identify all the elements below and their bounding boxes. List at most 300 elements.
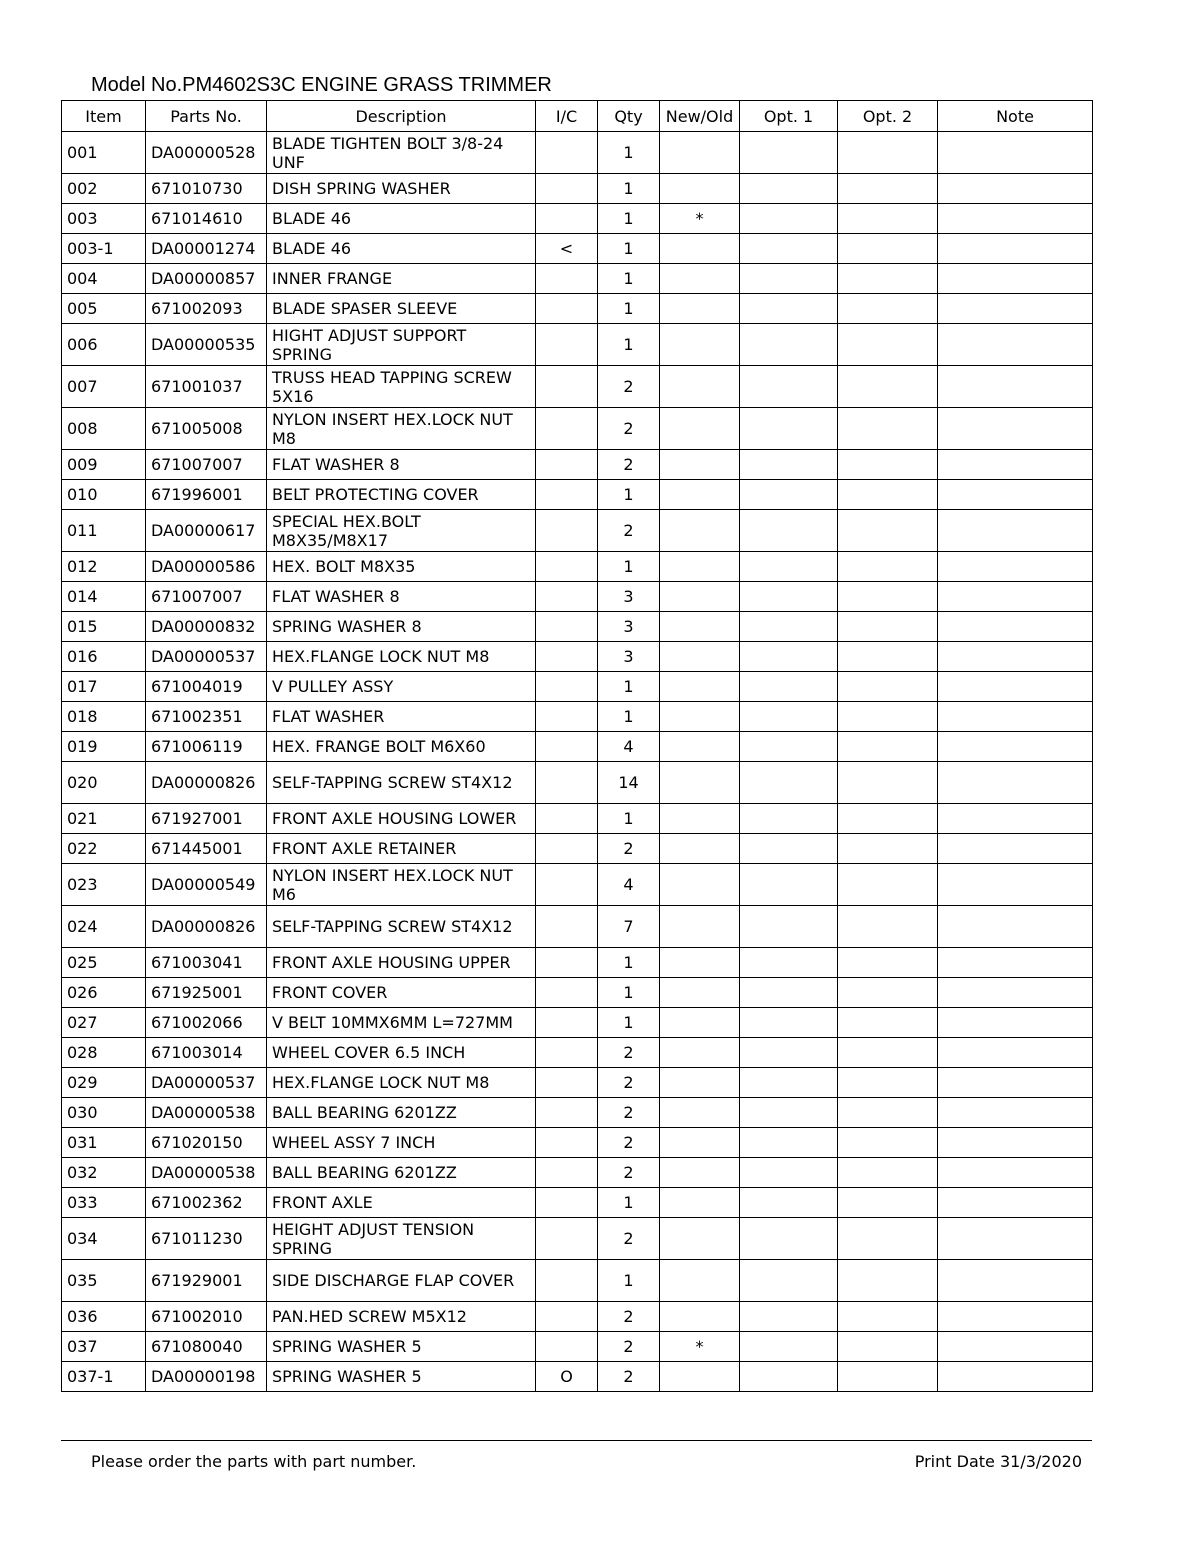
cell-new-old bbox=[660, 642, 740, 672]
cell-opt1 bbox=[740, 906, 838, 948]
cell-new-old bbox=[660, 132, 740, 174]
cell-new-old bbox=[660, 366, 740, 408]
cell-note bbox=[938, 234, 1093, 264]
cell-note bbox=[938, 1332, 1093, 1362]
cell-opt1 bbox=[740, 1188, 838, 1218]
cell-opt1 bbox=[740, 804, 838, 834]
cell-opt2 bbox=[838, 1038, 938, 1068]
cell-opt2 bbox=[838, 612, 938, 642]
cell-item: 007 bbox=[62, 366, 146, 408]
cell-new-old bbox=[660, 450, 740, 480]
cell-opt1 bbox=[740, 1362, 838, 1392]
cell-note bbox=[938, 294, 1093, 324]
cell-qty: 1 bbox=[598, 132, 660, 174]
cell-ic bbox=[536, 642, 598, 672]
cell-new-old bbox=[660, 1260, 740, 1302]
cell-item: 004 bbox=[62, 264, 146, 294]
cell-new-old bbox=[660, 1188, 740, 1218]
cell-ic bbox=[536, 1188, 598, 1218]
cell-opt2 bbox=[838, 510, 938, 552]
cell-ic bbox=[536, 1068, 598, 1098]
cell-item: 030 bbox=[62, 1098, 146, 1128]
cell-opt2 bbox=[838, 1218, 938, 1260]
cell-parts-no: DA00000538 bbox=[146, 1158, 267, 1188]
cell-ic bbox=[536, 1098, 598, 1128]
cell-ic bbox=[536, 834, 598, 864]
cell-qty: 2 bbox=[598, 510, 660, 552]
cell-note bbox=[938, 642, 1093, 672]
table-row bbox=[62, 1098, 1093, 1128]
cell-opt1 bbox=[740, 510, 838, 552]
table-row bbox=[62, 408, 1093, 450]
table-row bbox=[62, 480, 1093, 510]
col-header-note: Note bbox=[938, 101, 1093, 132]
cell-parts-no: 671014610 bbox=[146, 204, 267, 234]
cell-opt2 bbox=[838, 834, 938, 864]
cell-item: 024 bbox=[62, 906, 146, 948]
cell-parts-no: DA00000198 bbox=[146, 1362, 267, 1392]
cell-qty: 1 bbox=[598, 1008, 660, 1038]
table-row bbox=[62, 1008, 1093, 1038]
cell-item: 008 bbox=[62, 408, 146, 450]
cell-item: 012 bbox=[62, 552, 146, 582]
cell-ic bbox=[536, 948, 598, 978]
cell-opt1 bbox=[740, 612, 838, 642]
cell-opt2 bbox=[838, 672, 938, 702]
cell-opt2 bbox=[838, 324, 938, 366]
cell-opt2 bbox=[838, 234, 938, 264]
cell-opt1 bbox=[740, 408, 838, 450]
cell-description: BLADE 46 bbox=[267, 204, 536, 234]
cell-note bbox=[938, 552, 1093, 582]
cell-item: 017 bbox=[62, 672, 146, 702]
cell-ic bbox=[536, 1218, 598, 1260]
cell-opt2 bbox=[838, 1362, 938, 1392]
cell-item: 015 bbox=[62, 612, 146, 642]
cell-new-old bbox=[660, 1302, 740, 1332]
cell-parts-no: 671002362 bbox=[146, 1188, 267, 1218]
cell-opt1 bbox=[740, 1332, 838, 1362]
cell-parts-no: DA00000826 bbox=[146, 762, 267, 804]
table-row bbox=[62, 234, 1093, 264]
cell-opt2 bbox=[838, 1188, 938, 1218]
cell-parts-no: 671004019 bbox=[146, 672, 267, 702]
col-header-opt2: Opt. 2 bbox=[838, 101, 938, 132]
col-header-parts-no: Parts No. bbox=[146, 101, 267, 132]
cell-item: 003 bbox=[62, 204, 146, 234]
cell-item: 034 bbox=[62, 1218, 146, 1260]
cell-ic bbox=[536, 804, 598, 834]
cell-item: 036 bbox=[62, 1302, 146, 1332]
cell-new-old bbox=[660, 948, 740, 978]
cell-note bbox=[938, 264, 1093, 294]
cell-description: PAN.HED SCREW M5X12 bbox=[267, 1302, 536, 1332]
cell-parts-no: DA00000826 bbox=[146, 906, 267, 948]
cell-description: FLAT WASHER 8 bbox=[267, 450, 536, 480]
cell-item: 006 bbox=[62, 324, 146, 366]
cell-opt2 bbox=[838, 1158, 938, 1188]
table-row bbox=[62, 294, 1093, 324]
cell-note bbox=[938, 480, 1093, 510]
cell-item: 003-1 bbox=[62, 234, 146, 264]
cell-ic bbox=[536, 132, 598, 174]
cell-opt1 bbox=[740, 1218, 838, 1260]
cell-new-old bbox=[660, 552, 740, 582]
cell-new-old bbox=[660, 732, 740, 762]
cell-parts-no: 671020150 bbox=[146, 1128, 267, 1158]
table-row bbox=[62, 906, 1093, 948]
cell-opt2 bbox=[838, 1068, 938, 1098]
cell-qty: 2 bbox=[598, 1362, 660, 1392]
cell-opt2 bbox=[838, 450, 938, 480]
cell-qty: 2 bbox=[598, 1038, 660, 1068]
cell-new-old bbox=[660, 174, 740, 204]
cell-opt1 bbox=[740, 948, 838, 978]
table-row bbox=[62, 702, 1093, 732]
cell-parts-no: 671002066 bbox=[146, 1008, 267, 1038]
cell-parts-no: 671925001 bbox=[146, 978, 267, 1008]
cell-new-old bbox=[660, 1128, 740, 1158]
cell-parts-no: 671002010 bbox=[146, 1302, 267, 1332]
cell-opt1 bbox=[740, 294, 838, 324]
cell-opt1 bbox=[740, 324, 838, 366]
cell-qty: 2 bbox=[598, 1098, 660, 1128]
cell-note bbox=[938, 1260, 1093, 1302]
table-row bbox=[62, 366, 1093, 408]
cell-qty: 3 bbox=[598, 582, 660, 612]
cell-opt2 bbox=[838, 1128, 938, 1158]
cell-opt1 bbox=[740, 366, 838, 408]
cell-qty: 2 bbox=[598, 1158, 660, 1188]
cell-description: INNER FRANGE bbox=[267, 264, 536, 294]
cell-parts-no: DA00000538 bbox=[146, 1098, 267, 1128]
cell-opt1 bbox=[740, 642, 838, 672]
cell-parts-no: DA00000857 bbox=[146, 264, 267, 294]
cell-description: SPRING WASHER 8 bbox=[267, 612, 536, 642]
cell-opt1 bbox=[740, 702, 838, 732]
cell-new-old bbox=[660, 1038, 740, 1068]
cell-note bbox=[938, 204, 1093, 234]
cell-note bbox=[938, 1302, 1093, 1332]
cell-opt2 bbox=[838, 1008, 938, 1038]
cell-parts-no: 671929001 bbox=[146, 1260, 267, 1302]
cell-qty: 1 bbox=[598, 552, 660, 582]
cell-description: BELT PROTECTING COVER bbox=[267, 480, 536, 510]
cell-note bbox=[938, 1362, 1093, 1392]
cell-new-old bbox=[660, 804, 740, 834]
cell-note bbox=[938, 1188, 1093, 1218]
cell-item: 037-1 bbox=[62, 1362, 146, 1392]
cell-qty: 1 bbox=[598, 948, 660, 978]
cell-note bbox=[938, 1008, 1093, 1038]
table-row bbox=[62, 324, 1093, 366]
cell-item: 037 bbox=[62, 1332, 146, 1362]
cell-ic bbox=[536, 978, 598, 1008]
table-row bbox=[62, 510, 1093, 552]
cell-note bbox=[938, 1068, 1093, 1098]
cell-ic bbox=[536, 672, 598, 702]
cell-qty: 1 bbox=[598, 1260, 660, 1302]
cell-description: WHEEL COVER 6.5 INCH bbox=[267, 1038, 536, 1068]
cell-opt1 bbox=[740, 1038, 838, 1068]
cell-ic bbox=[536, 1260, 598, 1302]
cell-qty: 3 bbox=[598, 642, 660, 672]
cell-parts-no: DA00000535 bbox=[146, 324, 267, 366]
cell-opt2 bbox=[838, 582, 938, 612]
cell-opt1 bbox=[740, 204, 838, 234]
cell-opt1 bbox=[740, 1128, 838, 1158]
cell-description: FRONT COVER bbox=[267, 978, 536, 1008]
cell-ic bbox=[536, 864, 598, 906]
cell-qty: 4 bbox=[598, 732, 660, 762]
cell-qty: 2 bbox=[598, 1302, 660, 1332]
cell-note bbox=[938, 174, 1093, 204]
cell-item: 035 bbox=[62, 1260, 146, 1302]
cell-ic bbox=[536, 732, 598, 762]
cell-qty: 2 bbox=[598, 366, 660, 408]
cell-opt2 bbox=[838, 1302, 938, 1332]
cell-qty: 1 bbox=[598, 264, 660, 294]
cell-ic bbox=[536, 906, 598, 948]
cell-ic bbox=[536, 1302, 598, 1332]
cell-parts-no: 671996001 bbox=[146, 480, 267, 510]
cell-note bbox=[938, 672, 1093, 702]
cell-description: FLAT WASHER bbox=[267, 702, 536, 732]
cell-new-old bbox=[660, 864, 740, 906]
cell-note bbox=[938, 948, 1093, 978]
cell-opt2 bbox=[838, 132, 938, 174]
cell-item: 032 bbox=[62, 1158, 146, 1188]
cell-opt1 bbox=[740, 264, 838, 294]
table-row bbox=[62, 1068, 1093, 1098]
cell-parts-no: DA00000549 bbox=[146, 864, 267, 906]
cell-description: SELF-TAPPING SCREW ST4X12 bbox=[267, 762, 536, 804]
cell-parts-no: DA00000537 bbox=[146, 642, 267, 672]
cell-qty: 1 bbox=[598, 702, 660, 732]
cell-parts-no: DA00000832 bbox=[146, 612, 267, 642]
cell-note bbox=[938, 978, 1093, 1008]
cell-opt1 bbox=[740, 582, 838, 612]
cell-opt2 bbox=[838, 1332, 938, 1362]
header-row bbox=[62, 101, 1093, 132]
table-row bbox=[62, 582, 1093, 612]
cell-item: 014 bbox=[62, 582, 146, 612]
cell-item: 009 bbox=[62, 450, 146, 480]
col-header-qty: Qty bbox=[598, 101, 660, 132]
cell-new-old bbox=[660, 672, 740, 702]
table-row bbox=[62, 1332, 1093, 1362]
cell-description: SELF-TAPPING SCREW ST4X12 bbox=[267, 906, 536, 948]
cell-new-old bbox=[660, 906, 740, 948]
cell-description: BALL BEARING 6201ZZ bbox=[267, 1158, 536, 1188]
cell-qty: 1 bbox=[598, 804, 660, 834]
table-row bbox=[62, 1260, 1093, 1302]
cell-new-old: * bbox=[660, 204, 740, 234]
cell-description: FLAT WASHER 8 bbox=[267, 582, 536, 612]
cell-item: 016 bbox=[62, 642, 146, 672]
table-row bbox=[62, 1218, 1093, 1260]
cell-opt1 bbox=[740, 234, 838, 264]
cell-description: HEX. BOLT M8X35 bbox=[267, 552, 536, 582]
cell-note bbox=[938, 1158, 1093, 1188]
cell-qty: 1 bbox=[598, 1188, 660, 1218]
cell-opt1 bbox=[740, 132, 838, 174]
cell-opt2 bbox=[838, 174, 938, 204]
cell-new-old bbox=[660, 1362, 740, 1392]
table-row bbox=[62, 204, 1093, 234]
cell-new-old: * bbox=[660, 1332, 740, 1362]
cell-description: DISH SPRING WASHER bbox=[267, 174, 536, 204]
cell-description: HIGHT ADJUST SUPPORT SPRING bbox=[267, 324, 536, 366]
cell-description: BALL BEARING 6201ZZ bbox=[267, 1098, 536, 1128]
cell-description: SPRING WASHER 5 bbox=[267, 1362, 536, 1392]
cell-qty: 2 bbox=[598, 450, 660, 480]
cell-parts-no: 671927001 bbox=[146, 804, 267, 834]
cell-item: 023 bbox=[62, 864, 146, 906]
cell-note bbox=[938, 1098, 1093, 1128]
cell-ic bbox=[536, 294, 598, 324]
cell-parts-no: 671080040 bbox=[146, 1332, 267, 1362]
cell-opt1 bbox=[740, 174, 838, 204]
cell-opt2 bbox=[838, 642, 938, 672]
cell-ic bbox=[536, 204, 598, 234]
cell-item: 005 bbox=[62, 294, 146, 324]
cell-description: TRUSS HEAD TAPPING SCREW 5X16 bbox=[267, 366, 536, 408]
cell-opt1 bbox=[740, 1302, 838, 1332]
table-row bbox=[62, 1128, 1093, 1158]
parts-table-body bbox=[62, 132, 1093, 1392]
table-row bbox=[62, 1302, 1093, 1332]
cell-description: SPRING WASHER 5 bbox=[267, 1332, 536, 1362]
cell-opt2 bbox=[838, 906, 938, 948]
cell-description: BLADE TIGHTEN BOLT 3/8-24 UNF bbox=[267, 132, 536, 174]
cell-new-old bbox=[660, 582, 740, 612]
cell-qty: 1 bbox=[598, 978, 660, 1008]
cell-item: 002 bbox=[62, 174, 146, 204]
col-header-new-old: New/Old bbox=[660, 101, 740, 132]
cell-qty: 7 bbox=[598, 906, 660, 948]
cell-parts-no: DA00000586 bbox=[146, 552, 267, 582]
cell-note bbox=[938, 612, 1093, 642]
cell-ic bbox=[536, 1038, 598, 1068]
document-title: Model No.PM4602S3C ENGINE GRASS TRIMMER bbox=[91, 74, 552, 96]
cell-parts-no: 671010730 bbox=[146, 174, 267, 204]
cell-parts-no: DA00000537 bbox=[146, 1068, 267, 1098]
cell-new-old bbox=[660, 612, 740, 642]
cell-opt2 bbox=[838, 366, 938, 408]
cell-opt1 bbox=[740, 978, 838, 1008]
cell-note bbox=[938, 762, 1093, 804]
cell-opt2 bbox=[838, 978, 938, 1008]
cell-note bbox=[938, 906, 1093, 948]
cell-qty: 2 bbox=[598, 1128, 660, 1158]
cell-note bbox=[938, 132, 1093, 174]
table-row bbox=[62, 642, 1093, 672]
cell-note bbox=[938, 366, 1093, 408]
cell-ic bbox=[536, 510, 598, 552]
cell-parts-no: 671002351 bbox=[146, 702, 267, 732]
cell-qty: 1 bbox=[598, 324, 660, 366]
cell-parts-no: 671006119 bbox=[146, 732, 267, 762]
cell-item: 028 bbox=[62, 1038, 146, 1068]
col-header-opt1: Opt. 1 bbox=[740, 101, 838, 132]
cell-opt2 bbox=[838, 762, 938, 804]
table-row bbox=[62, 732, 1093, 762]
table-row bbox=[62, 612, 1093, 642]
cell-qty: 3 bbox=[598, 612, 660, 642]
table-row bbox=[62, 672, 1093, 702]
table-row bbox=[62, 132, 1093, 174]
cell-description: HEX. FRANGE BOLT M6X60 bbox=[267, 732, 536, 762]
table-row bbox=[62, 264, 1093, 294]
cell-parts-no: 671445001 bbox=[146, 834, 267, 864]
cell-ic bbox=[536, 1158, 598, 1188]
cell-note bbox=[938, 450, 1093, 480]
footer-divider bbox=[61, 1440, 1092, 1441]
print-date: Print Date 31/3/2020 bbox=[914, 1452, 1082, 1471]
cell-ic bbox=[536, 552, 598, 582]
footer-note: Please order the parts with part number. bbox=[91, 1452, 417, 1471]
cell-new-old bbox=[660, 480, 740, 510]
cell-new-old bbox=[660, 978, 740, 1008]
cell-ic bbox=[536, 408, 598, 450]
cell-item: 029 bbox=[62, 1068, 146, 1098]
cell-parts-no: 671001037 bbox=[146, 366, 267, 408]
cell-opt2 bbox=[838, 702, 938, 732]
cell-qty: 4 bbox=[598, 864, 660, 906]
cell-opt1 bbox=[740, 1260, 838, 1302]
cell-item: 025 bbox=[62, 948, 146, 978]
cell-note bbox=[938, 324, 1093, 366]
cell-description: V PULLEY ASSY bbox=[267, 672, 536, 702]
cell-description: NYLON INSERT HEX.LOCK NUT M6 bbox=[267, 864, 536, 906]
cell-note bbox=[938, 732, 1093, 762]
col-header-item: Item bbox=[62, 101, 146, 132]
cell-opt1 bbox=[740, 450, 838, 480]
cell-item: 021 bbox=[62, 804, 146, 834]
cell-opt2 bbox=[838, 804, 938, 834]
col-header-description: Description bbox=[267, 101, 536, 132]
cell-new-old bbox=[660, 702, 740, 732]
cell-qty: 1 bbox=[598, 234, 660, 264]
cell-note bbox=[938, 834, 1093, 864]
cell-qty: 14 bbox=[598, 762, 660, 804]
cell-opt2 bbox=[838, 294, 938, 324]
cell-description: HEX.FLANGE LOCK NUT M8 bbox=[267, 1068, 536, 1098]
cell-opt2 bbox=[838, 204, 938, 234]
cell-description: NYLON INSERT HEX.LOCK NUT M8 bbox=[267, 408, 536, 450]
cell-opt1 bbox=[740, 732, 838, 762]
cell-ic bbox=[536, 174, 598, 204]
cell-description: V BELT 10MMX6MM L=727MM bbox=[267, 1008, 536, 1038]
cell-ic bbox=[536, 702, 598, 732]
cell-opt1 bbox=[740, 864, 838, 906]
cell-parts-no: 671011230 bbox=[146, 1218, 267, 1260]
cell-ic: O bbox=[536, 1362, 598, 1392]
cell-qty: 2 bbox=[598, 1068, 660, 1098]
cell-item: 026 bbox=[62, 978, 146, 1008]
table-row bbox=[62, 864, 1093, 906]
cell-note bbox=[938, 408, 1093, 450]
cell-new-old bbox=[660, 234, 740, 264]
cell-ic bbox=[536, 612, 598, 642]
cell-ic bbox=[536, 324, 598, 366]
table-row bbox=[62, 552, 1093, 582]
table-row bbox=[62, 1038, 1093, 1068]
cell-ic bbox=[536, 1332, 598, 1362]
col-header-ic: I/C bbox=[536, 101, 598, 132]
cell-opt1 bbox=[740, 1008, 838, 1038]
